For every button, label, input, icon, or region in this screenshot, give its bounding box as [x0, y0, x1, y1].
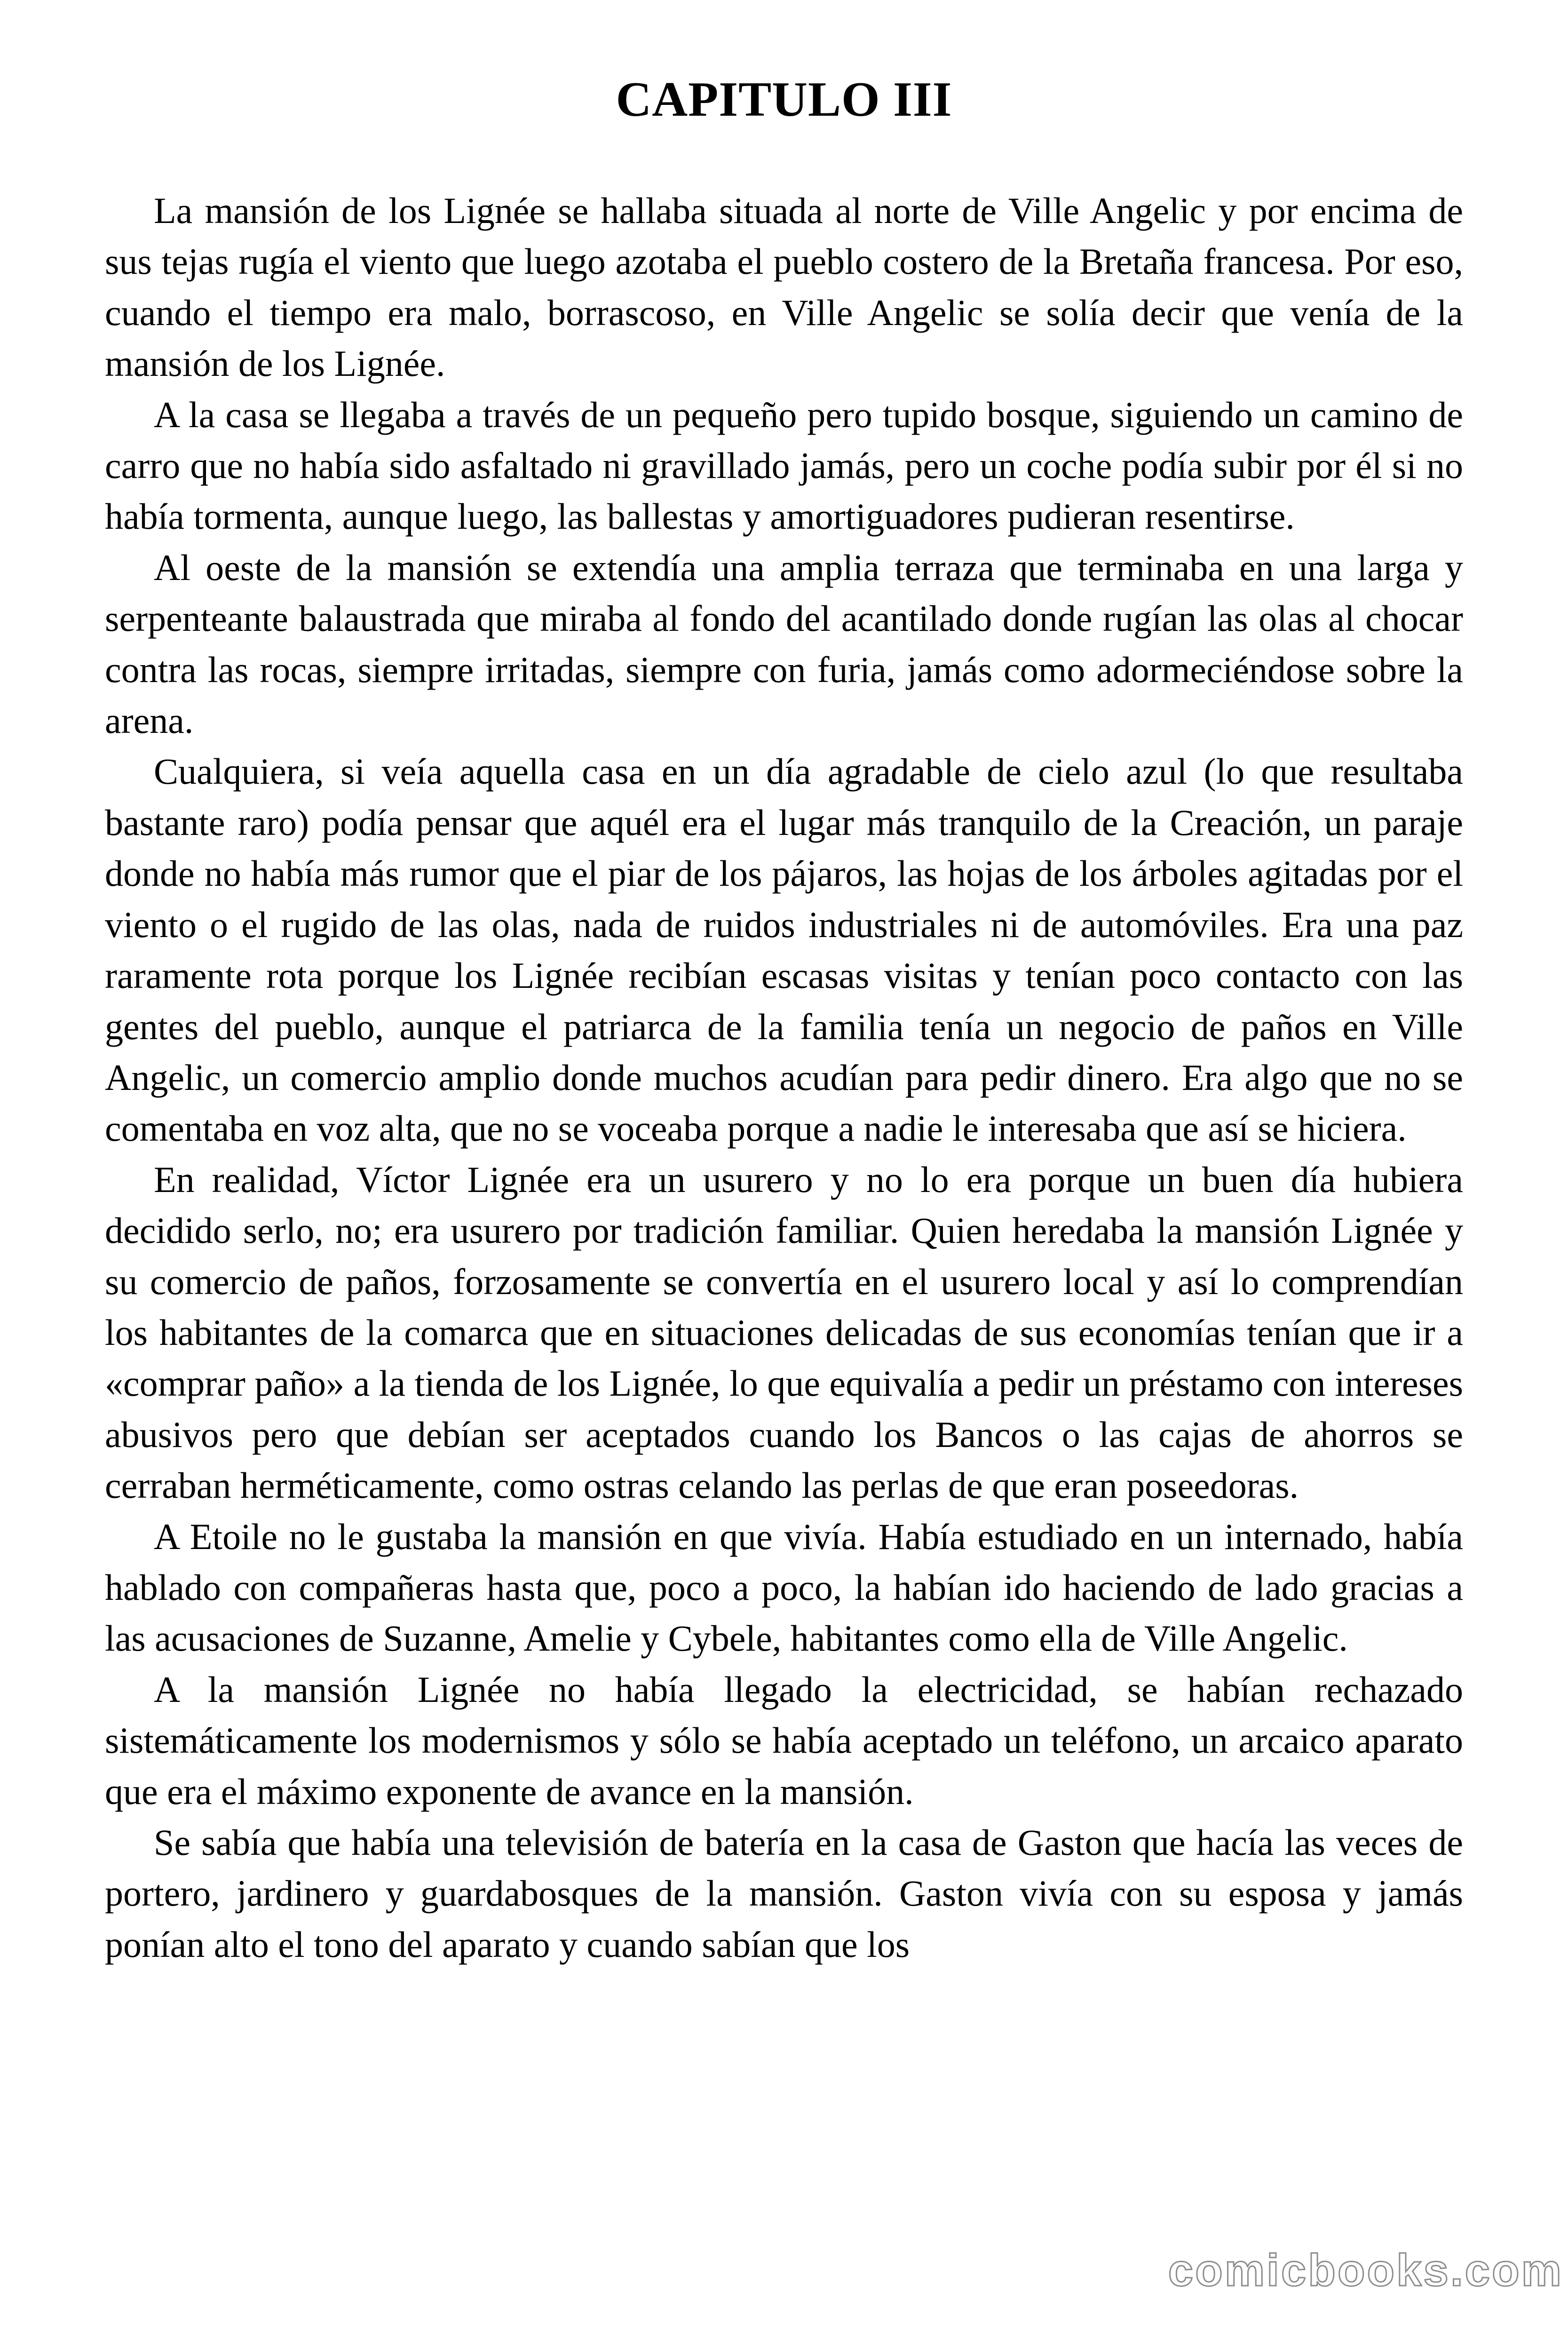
paragraph: Cualquiera, si veía aquella casa en un día agradable de cielo azul (lo que resultaba bastante raro) podía pensar que aquél era el lugar más tranquilo de la Creación, un paraje donde no había más rumor que el piar de los pájaros, las hojas de los árboles agitadas por el viento o el rugido de las olas, nada de ruidos industriales ni de automóviles. Era una paz raramente rota porque los Lignée recibían escasas visitas y tenían poco contacto con las gentes del pueblo, aunque el patriarca de la familia tenía un negocio de paños en Ville Angelic, un comercio amplio donde muchos acudían para pedir dinero. Era algo que no se comentaba en voz alta, que no se voceaba porque a nadie le interesaba que así se hiciera.: [105, 751, 1463, 1149]
paragraph: Se sabía que había una televisión de batería en la casa de Gaston que hacía las veces de portero, jardinero y guardabosques de la mansión. Gaston vivía con su esposa y jamás ponían alto el tono del aparato y cuando sabían que los: [105, 1822, 1463, 1965]
paragraph: Al oeste de la mansión se extendía una amplia terraza que terminaba en una larga y serpenteante balaustrada que miraba al fondo del acantilado donde rugían las olas al chocar contra las rocas, siempre irritadas, siempre con furia, jamás como adormeciéndose sobre la arena.: [105, 547, 1463, 741]
paragraph: A Etoile no le gustaba la mansión en que vivía. Había estudiado en un internado, había hablado con compañeras hasta que, poco a poco, la habían ido haciendo de lado gracias a las acusaciones de Suzanne, Amelie y Cybele, habitantes como ella de Ville Angelic.: [105, 1516, 1463, 1659]
chapter-title: CAPITULO III: [616, 72, 952, 127]
paragraph: En realidad, Víctor Lignée era un usurero y no lo era porque un buen día hubiera decidido serlo, no; era usurero por tradición familiar. Quien heredaba la mansión Lignée y su comercio de paños, forzosamente se convertía en el usurero local y así lo comprendían los habitantes de la comarca que en situaciones delicadas de sus economías tenían que ir a «comprar paño» a la tienda de los Lignée, lo que equivalía a pedir un préstamo con intereses abusivos pero que debían ser aceptados cuando los Bancos o las cajas de ahorros se cerraban herméticamente, como ostras celando las perlas de que eran poseedoras.: [105, 1159, 1463, 1506]
watermark: comicbooks.com: [1168, 2245, 1563, 2296]
paragraph: A la mansión Lignée no había llegado la electricidad, se habían rechazado sistemáticamente los modernismos y sólo se había aceptado un teléfono, un arcaico aparato que era el máximo exponente de avance en la mansión.: [105, 1669, 1463, 1812]
book-page: [105, 0, 1463, 2352]
paragraph: A la casa se llegaba a través de un pequeño pero tupido bosque, siguiendo un camino de carro que no había sido asfaltado ni gravillado jamás, pero un coche podía subir por él si no había tormenta, aunque luego, las ballestas y amortiguadores pudieran resentirse.: [105, 394, 1463, 537]
chapter-body: [105, 185, 1463, 1970]
paragraph: La mansión de los Lignée se hallaba situada al norte de Ville Angelic y por encima de sus tejas rugía el viento que luego azotaba el pueblo costero de la Bretaña francesa. Por eso, cuando el tiempo era malo, borrascoso, en Ville Angelic se solía decir que venía de la mansión de los Lignée.: [105, 190, 1463, 384]
